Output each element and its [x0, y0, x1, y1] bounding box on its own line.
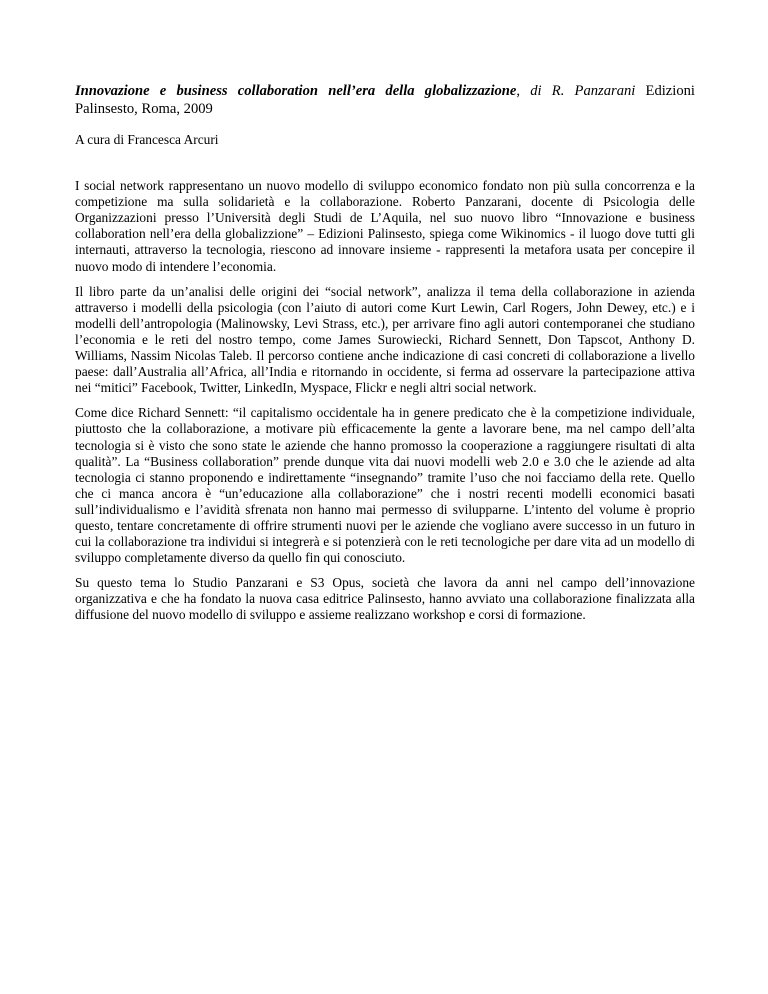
document-heading — [75, 82, 695, 118]
book-author: di R. Panzarani — [520, 83, 636, 99]
curator-line: A cura di Francesca Arcuri — [75, 132, 219, 147]
book-publisher: Edizioni Palinsesto, Roma, 2009 — [75, 83, 695, 117]
book-title: Innovazione e business collaboration nell’era della globalizzazione — [75, 83, 517, 99]
paragraph-2: Il libro parte da un’analisi delle origini dei “social network”, analizza il tema della collaborazione in azienda attraverso i modelli della psicologia (con l’aiuto di autori come Kurt Lewin, Carl Rogers, John Dewey, etc.) e i modelli dell’antropologia (Malinowsky, Levi Strass, etc.), per arrivare fino agli autori contemporanei che studiano l’economia e le reti del nostro tempo, come James Surowiecki, Richard Sennett, Don Tapscot, Anthony D. Williams, Nassim Nicolas Taleb. Il percorso contiene anche indicazione di casi concreti di collaborazione a livello paese: dall’Australia all’Africa, all’India e ritornando in occidente, si ferma ad osservare la partecipazione attiva nei “mitici” Facebook, Twitter, LinkedIn, Myspace, Flickr e negli altri social network. — [75, 283, 695, 396]
paragraph-4: Su questo tema lo Studio Panzarani e S3 Opus, società che lavora da anni nel campo dell’innovazione organizzativa e che ha fondato la nuova casa editrice Palinsesto, hanno avviato una collaborazione finalizzata alla diffusione del nuovo modello di sviluppo e assieme realizzano workshop e corsi di formazione. — [75, 575, 695, 623]
paragraph-1: I social network rappresentano un nuovo modello di sviluppo economico fondato non più sulla concorrenza e la competizione ma sulla solidarietà e la collaborazione. Roberto Panzarani, docente di Psicologia delle Organizzazioni presso l’Università degli Studi de L’Aquila, nel suo nuovo libro “Innovazione e business collaboration nell’era della globalizzione” – Edizioni Palinsesto, spiega come Wikinomics - il luogo dove tutti gli internauti, attraverso la tecnologia, riescono ad innovare insieme - rappresenti la metafora usata per concepire il nuovo modo di intendere l’economia. — [75, 178, 695, 274]
paragraph-3: Come dice Richard Sennett: “il capitalismo occidentale ha in genere predicato che è la competizione individuale, piuttosto che la collaborazione, a motivare più efficacemente la gente a lavorare bene, ma nel campo dell’alta tecnologia si è visto che sono state le aziende che hanno promosso la cooperazione a raggiungere risultati di alta qualità”. La “Business collaboration” prende dunque vita dai nuovi modelli web 2.0 e 3.0 che le aziende ad alta tecnologia ci stanno proponendo e indirettamente “insegnando” tramite l’uso che noi facciamo della rete. Quello che ci manca ancora è “un’educazione alla collaborazione” che i nostri recenti modelli economici basati sull’individualismo e l’avidità sfrenata non hanno mai permesso di svilupparne. L’intento del volume è proprio questo, tentare concretamente di offrire strumenti nuovi per le aziende che vogliano avere successo in un futuro in cui la collaborazione tra individui si integrerà e si potenzierà con le reti tecnologiche per dare vita ad un modello di sviluppo completamente diverso da quello fin qui conosciuto. — [75, 405, 695, 566]
heading-separator: , — [516, 83, 521, 99]
document-page — [75, 82, 695, 624]
